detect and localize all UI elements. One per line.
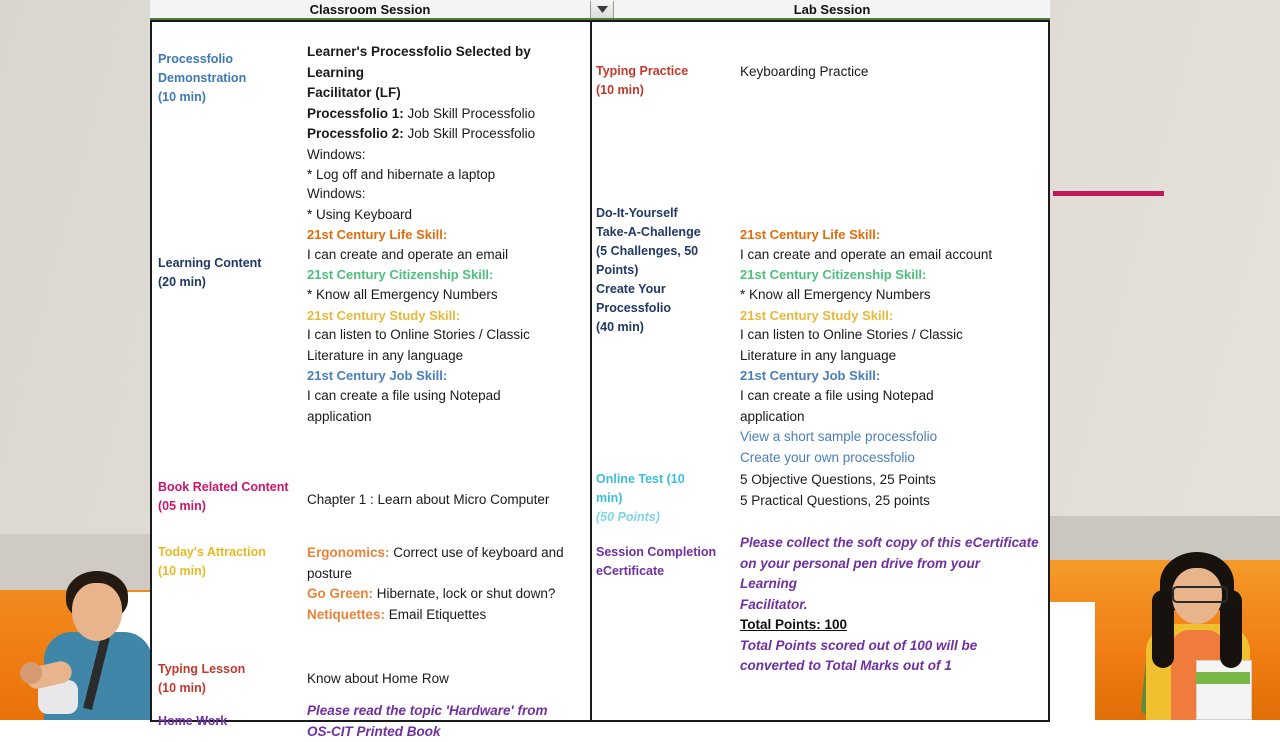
row-category-label [596,470,742,527]
cell-line: Facilitator (LF) [307,85,401,101]
table-body [150,20,1050,739]
cell-line: 21st Century Job Skill: [307,368,448,384]
category-line: Take-A-Challenge [596,225,701,239]
cell-line: Processfolio 1: Job Skill Processfolio [307,105,536,121]
column-header-classroom: Classroom Session [309,1,431,17]
category-line-extra: (50 Points) [596,510,660,524]
row-category-label [596,204,742,337]
category-line: Online Test (10 [596,472,685,486]
cell-line: Literature in any language [740,347,897,363]
cell-line: I can create and operate an email account [740,246,993,262]
cell-line: 5 Objective Questions, 25 Points [740,472,936,487]
cell-line: application [307,408,372,424]
cell-line: OS-CIT Printed Book [307,723,441,739]
category-line: Typing Practice [596,64,689,78]
cell-line: I can create a file using Notepad [740,388,934,404]
row-content-cell [740,225,1040,468]
cell-line: I can create a file using Notepad [307,388,501,404]
cell-line: Total Points scored out of 100 will be [740,637,978,653]
row-category-label [596,543,742,581]
chevron-down-icon[interactable] [590,1,614,18]
cell-line: Know about Home Row [307,671,449,686]
cell-line: Ergonomics: Correct use of keyboard and [307,545,564,560]
column-header-lab: Lab Session [793,1,871,17]
category-line: (40 min) [596,320,644,334]
category-line: (5 Challenges, 50 [596,244,699,258]
category-line: (10 min) [596,83,644,97]
category-line: (20 min) [158,275,206,289]
category-line: eCertificate [596,564,665,578]
classroom-session-column [152,22,592,739]
category-line: (10 min) [158,681,206,695]
cell-line: I can listen to Online Stories / Classic [740,327,963,343]
cell-line: 21st Century Study Skill: [307,307,461,323]
category-line: Typing Lesson [158,662,246,676]
row-category-label [158,478,304,516]
cell-line: converted to Total Marks out of 1 [740,658,952,674]
category-line: (05 min) [158,499,206,513]
cell-line: Please read the topic 'Hardware' from [307,703,548,718]
student-photo-right [1122,550,1272,720]
category-line: (10 min) [158,564,206,578]
cell-line: Facilitator. [740,596,808,612]
cell-line: 21st Century Life Skill: [740,227,881,242]
cell-line: * Log off and hibernate a laptop [307,167,496,183]
cell-line: Chapter 1 : Learn about Micro Computer [307,492,550,507]
cell-line: Create your own processfolio [740,449,915,465]
cell-line: posture [307,565,353,581]
cell-line: Literature in any language [307,347,464,363]
row-content-cell [307,184,589,427]
cell-line: Learner's Processfolio Selected by Learning [307,44,531,80]
cell-line: Go Green: Hibernate, lock or shut down? [307,586,556,602]
cell-line: Windows: [307,146,366,162]
category-line: min) [596,491,623,505]
category-line: Demonstration [158,71,247,85]
row-content-cell [740,470,1040,511]
row-content-cell [307,543,589,625]
category-line: Do-It-Yourself [596,206,678,220]
cell-line: 21st Century Job Skill: [740,368,881,384]
category-line: (10 min) [158,90,206,104]
category-line: Today's Attraction [158,545,266,559]
cell-line: Please collect the soft copy of this eCertificate [740,535,1039,550]
cell-line: Processfolio 2: Job Skill Processfolio [307,126,536,142]
row-content-cell [307,490,589,511]
category-line: Home Work [158,714,228,728]
row-category-label [158,712,304,731]
cell-line: 21st Century Study Skill: [740,307,894,323]
category-line: Book Related Content [158,480,289,494]
row-content-cell [307,701,589,742]
row-category-label [158,254,304,292]
cell-line: * Know all Emergency Numbers [740,287,931,303]
category-line: Processfolio [158,52,234,66]
cell-line: 21st Century Citizenship Skill: [740,267,927,283]
cell-line: 21st Century Citizenship Skill: [307,267,494,283]
cell-line: Total Points: 100 [740,617,848,633]
cell-line: I can listen to Online Stories / Classic [307,327,530,343]
cell-line: Keyboarding Practice [740,64,869,79]
table-column-headers [150,0,1050,20]
row-category-label [158,543,304,581]
session-plan-table [150,0,1050,739]
category-line: Learning Content [158,256,262,270]
cell-line: I can create and operate an email [307,246,509,262]
cell-line: 21st Century Life Skill: [307,227,448,243]
row-category-label [596,62,742,100]
cell-line: * Know all Emergency Numbers [307,287,498,303]
row-content-cell [307,669,589,690]
cell-line: * Using Keyboard [307,206,413,222]
cell-line: Windows: [307,186,366,201]
cell-line: Netiquettes: Email Etiquettes [307,606,487,622]
row-category-label [158,50,304,107]
cell-line: on your personal pen drive from your Learning [740,555,981,592]
lab-session-column [592,22,1048,720]
category-line: Session Completion [596,545,717,559]
row-category-label [158,660,304,698]
row-content-cell [740,62,1040,83]
category-line: Create Your [596,282,666,296]
cell-line: 5 Practical Questions, 25 points [740,492,930,508]
accent-rule [1053,191,1164,196]
category-line: Processfolio [596,301,672,315]
row-content-cell [740,533,1040,677]
category-line: Points) [596,263,639,277]
cell-line: application [740,408,805,424]
row-content-cell [307,42,589,186]
cell-line: View a short sample processfolio [740,429,938,445]
